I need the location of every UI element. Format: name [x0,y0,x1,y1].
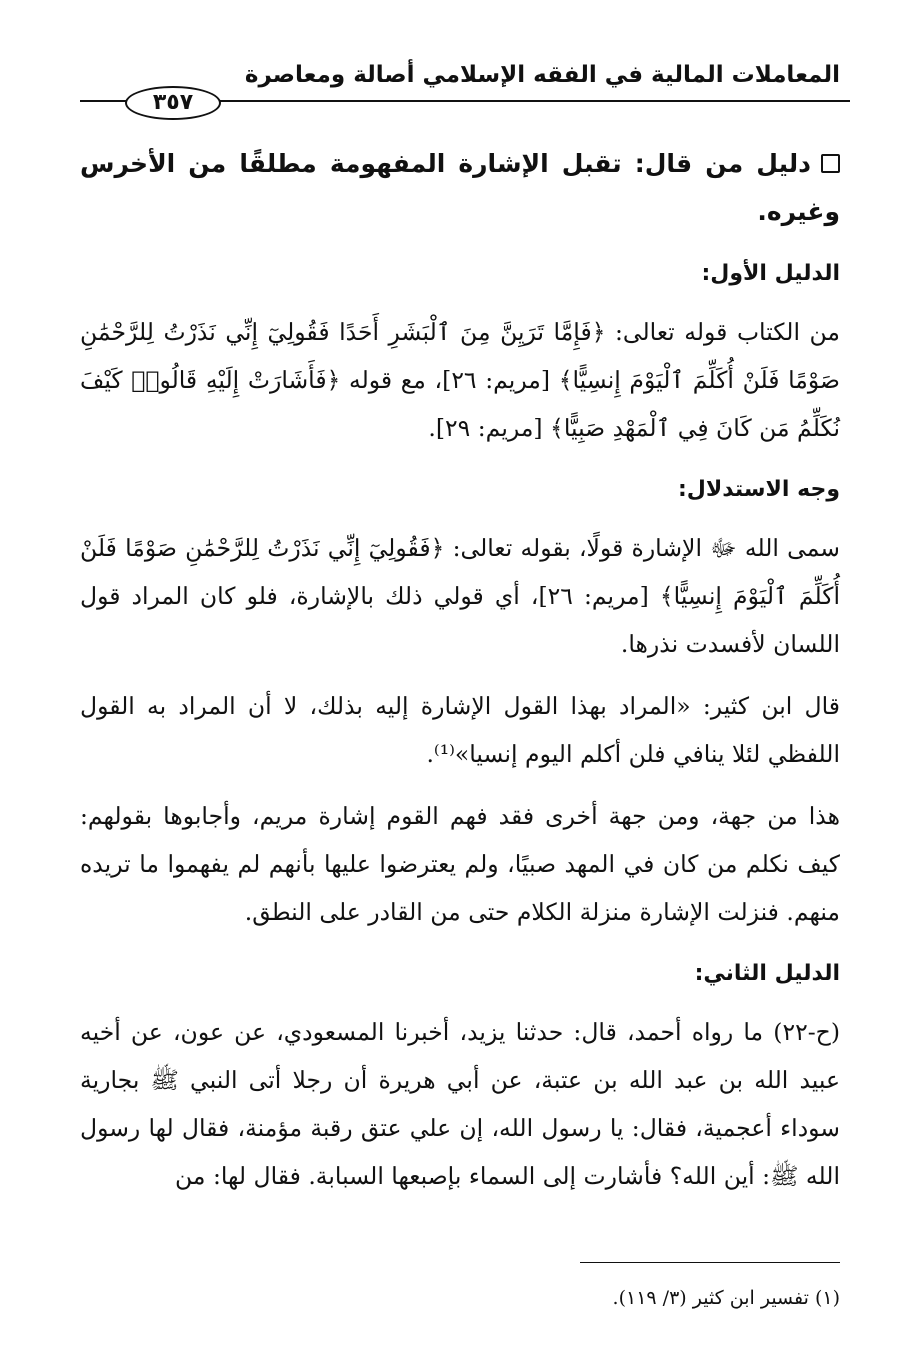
paragraph-inference: سمى الله ﷻ الإشارة قولًا، بقوله تعالى: ﴿فَقُولِيٓ إِنِّي نَذَرْتُ لِلرَّحْمَٰنِ صَوْمًا فَلَنْ أُكَلِّمَ ٱلْيَوْمَ إِنسِيًّا﴾ [مريم: ٢٦]، أي قولي ذلك بالإشارة، فلو كان المراد قول اللسان لأفسدت نذرها. [80,534,840,658]
paragraph-hadith: (ح-٢٢) ما رواه أحمد، قال: حدثنا يزيد، أخبرنا المسعودي، عن عون، عن أخيه عبيد الله بن عبد الله بن عتبة، عن أبي هريرة أن رجلا أتى النبي ﷺ بجارية سوداء أعجمية، فقال: يا رسول الله، إن علي عتق رقبة مؤمنة، فقال لها رسول الله ﷺ: أين الله؟ فأشارت إلى السماء بإصبعها السبابة. فقال لها: من [80,1018,840,1190]
subheading-first-evidence: الدليل الأول: [701,261,840,286]
square-bullet-icon [821,154,840,173]
footnote-rule [580,1262,840,1263]
page-number-badge: ٣٥٧ [125,86,221,120]
section-heading-text: دليل من قال: تقبل الإشارة المفهومة مطلقًا من الأخرس وغيره. [80,149,840,226]
subheading-inference: وجه الاستدلال: [677,477,840,502]
running-header-title: المعاملات المالية في الفقه الإسلامي أصالة ومعاصرة [244,62,840,88]
paragraph-quran-evidence: من الكتاب قوله تعالى: ﴿فَإِمَّا تَرَيِنَّ مِنَ ٱلْبَشَرِ أَحَدًا فَقُولِيٓ إِنِّي نَذَرْتُ لِلرَّحْمَٰنِ صَوْمًا فَلَنْ أُكَلِّمَ ٱلْيَوْمَ إِنسِيًّا﴾ [مريم: ٢٦]، مع قوله ﴿فَأَشَارَتْ إِلَيْهِ قَالُوا۟ كَيْفَ نُكَلِّمُ مَن كَانَ فِي ٱلْمَهْدِ صَبِيًّا﴾ [مريم: ٢٩]. [80,318,840,442]
section-heading [80,140,840,236]
paragraph-ibn-kathir-quote: قال ابن كثير: «المراد بهذا القول الإشارة إليه بذلك، لا أن المراد به القول اللفظي لئلا ينافي فلن أكلم اليوم إنسيا»⁽¹⁾. [80,692,840,768]
page-body [80,140,840,1214]
subheading-second-evidence: الدليل الثاني: [694,961,840,986]
paragraph-understanding: هذا من جهة، ومن جهة أخرى فقد فهم القوم إشارة مريم، وأجابوها بقولهم: كيف نكلم من كان في المهد صبيًا، ولم يعترضوا عليها بأنهم لم يفهموا ما تريده منهم. فنزلت الإشارة منزلة الكلام حتى من القادر على النطق. [80,802,840,926]
footnote: (١) تفسير ابن كثير (٣/ ١١٩). [612,1287,840,1309]
